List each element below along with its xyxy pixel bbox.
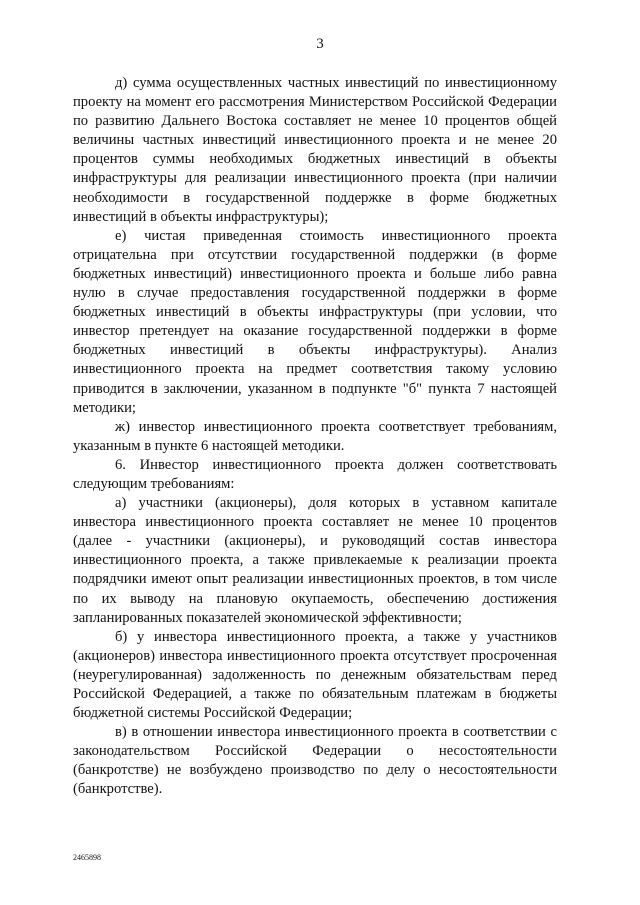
page-number: 3	[316, 36, 324, 52]
document-code: 2465898	[73, 853, 101, 862]
paragraph-b: б) у инвестора инвестиционного проекта, а также у участников (акционеров) инвестора инвестиционного проекта отсутствует просроченная (неурегулированная) задолженность по денежным обязательствам перед Российской Федерацией, а также по обязательным платежам в бюджеты бюджетной системы Российской Федерации;	[73, 628, 557, 722]
paragraph-6: 6. Инвестор инвестиционного проекта должен соответствовать следующим требованиям:	[73, 456, 557, 492]
paragraph-a: а) участники (акционеры), доля которых в уставном капитале инвестора инвестиционного проекта составляет не менее 10 процентов (далее - участники (акционеры), и руководящий состав инвестора инвестиционного проекта, а также привлекаемые к реализации проекта подрядчики имеют опыт реализации инвестиционных проектов, в том числе по их выводу на плановую окупаемость, обеспечению достижения запланированных показателей экономической эффективности;	[73, 495, 557, 626]
paragraph-d: д) сумма осуществленных частных инвестиций по инвестиционному проекту на момент его рассмотрения Министерством Российской Федерации по развитию Дальнего Востока составляет не менее 10 процентов общей величины частных инвестиций инвестиционного проекта и не менее 20 процентов суммы необходимых бюджетных инвестиций в объекты инфраструктуры для реализации инвестиционного проекта (при наличии необходимости в государственной поддержке в форме бюджетных инвестиций в объекты инфраструктуры);	[73, 75, 557, 225]
paragraph-zh: ж) инвестор инвестиционного проекта соответствует требованиям, указанным в пункте 6 настоящей методики.	[73, 418, 557, 454]
paragraph-e: е) чистая приведенная стоимость инвестиционного проекта отрицательна при отсутствии государственной поддержки (в форме бюджетных инвестиций) инвестиционного проекта и больше либо равна нулю в случае предоставления государственной поддержки в форме бюджетных инвестиций в объекты инфраструктуры (при условии, что инвестор претендует на оказание государственной поддержки в форме бюджетных инвестиций в объекты инфраструктуры). Анализ инвестиционного проекта на предмет соответствия такому условию приводится в заключении, указанном в подпункте "б" пункта 7 настоящей методики;	[73, 227, 557, 416]
paragraph-v: в) в отношении инвестора инвестиционного проекта в соответствии с законодательством Российской Федерации о несостоятельности (банкротстве) не возбуждено производство по делу о несостоятельности (банкротстве).	[73, 724, 557, 798]
document-body	[73, 74, 557, 800]
